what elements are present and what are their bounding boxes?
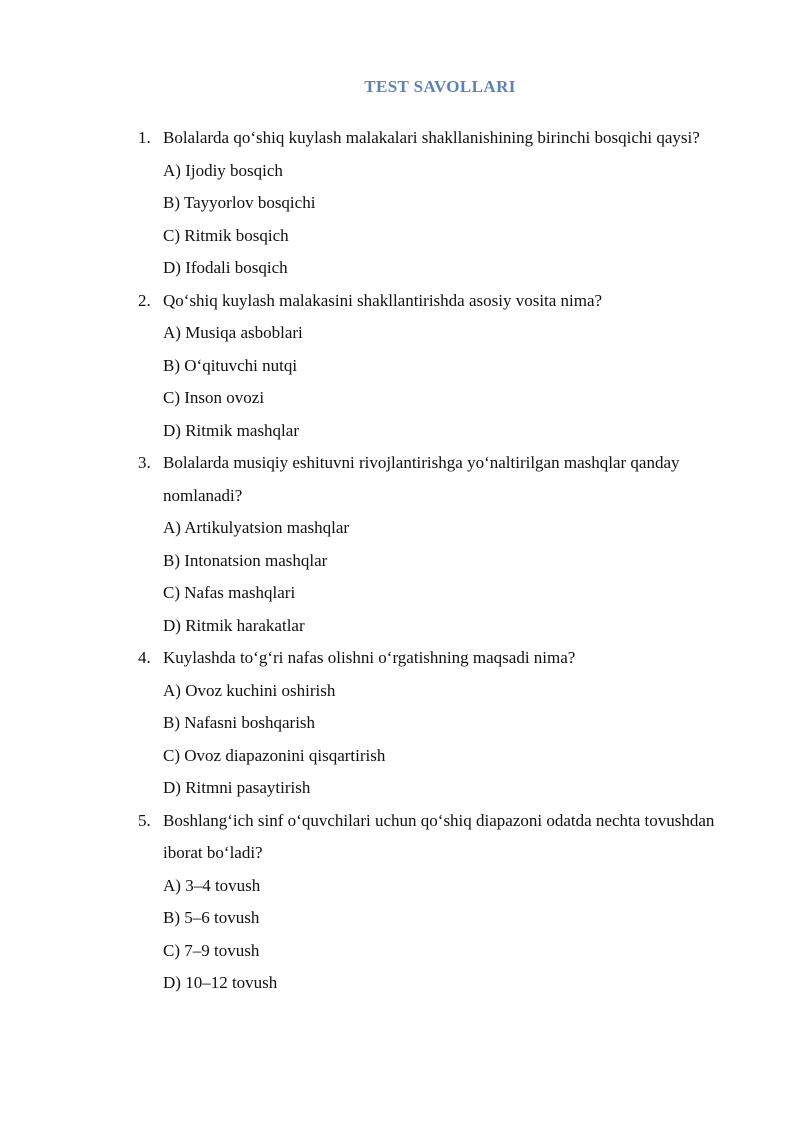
question-number: 4. — [138, 648, 151, 667]
option-d: D) Ritmik harakatlar — [163, 615, 305, 635]
option-a: A) Musiqa asboblari — [163, 323, 303, 342]
option-d: D) Ifodali bosqich — [163, 258, 288, 277]
option-b: B) Intonatsion mashqlar — [163, 550, 328, 570]
option-list — [163, 317, 738, 447]
option-a: A) Ovoz kuchini oshirish — [163, 680, 336, 700]
option-b: B) O‘qituvchi nutqi — [163, 355, 298, 375]
option-c: C) Nafas mashqlari — [163, 583, 296, 602]
question-item — [138, 805, 738, 1000]
question-number: 1. — [138, 128, 151, 147]
option-d: D) 10–12 tovush — [163, 973, 278, 992]
question-item — [138, 285, 738, 448]
question-number: 2. — [138, 290, 151, 310]
option-list — [163, 675, 738, 805]
option-b: B) Nafasni boshqarish — [163, 713, 316, 732]
question-text: Bolalarda qo‘shiq kuylash malakalari shakllanishining birinchi bosqichi qaysi? — [163, 128, 700, 147]
option-c: C) Ritmik bosqich — [163, 225, 289, 245]
question-list — [138, 122, 738, 1000]
option-c: C) 7–9 tovush — [163, 940, 260, 960]
option-list — [163, 870, 738, 1000]
option-d: D) Ritmik mashqlar — [163, 420, 299, 440]
option-a: A) Artikulyatsion mashqlar — [163, 518, 350, 537]
question-item — [138, 122, 738, 285]
option-c: C) Inson ovozi — [163, 388, 265, 407]
option-c: C) Ovoz diapazonini qisqartirish — [163, 745, 386, 765]
question-text: Boshlang‘ich sinf o‘quvchilari uchun qo‘shiq diapazoni odatda nechta tovushdan iborat bo‘ladi? — [163, 810, 715, 862]
option-d: D) Ritmni pasaytirish — [163, 778, 311, 797]
question-item — [138, 642, 738, 805]
option-list — [163, 155, 738, 285]
question-text: Bolalarda musiqiy eshituvni rivojlantirishga yo‘naltirilgan mashqlar qanday nomlanadi? — [163, 453, 680, 505]
option-b: B) Tayyorlov bosqichi — [163, 193, 316, 212]
question-text: Qo‘shiq kuylash malakasini shakllantirishda asosiy vosita nima? — [163, 290, 603, 310]
question-item — [138, 447, 738, 642]
option-b: B) 5–6 tovush — [163, 908, 260, 927]
question-text: Kuylashda to‘g‘ri nafas olishni o‘rgatishning maqsadi nima? — [163, 648, 576, 667]
page-title: TEST SAVOLLARI — [364, 77, 516, 96]
question-number: 5. — [138, 810, 151, 830]
question-number: 3. — [138, 453, 151, 472]
option-list — [163, 512, 738, 642]
option-a: A) 3–4 tovush — [163, 875, 261, 895]
option-a: A) Ijodiy bosqich — [163, 160, 283, 180]
